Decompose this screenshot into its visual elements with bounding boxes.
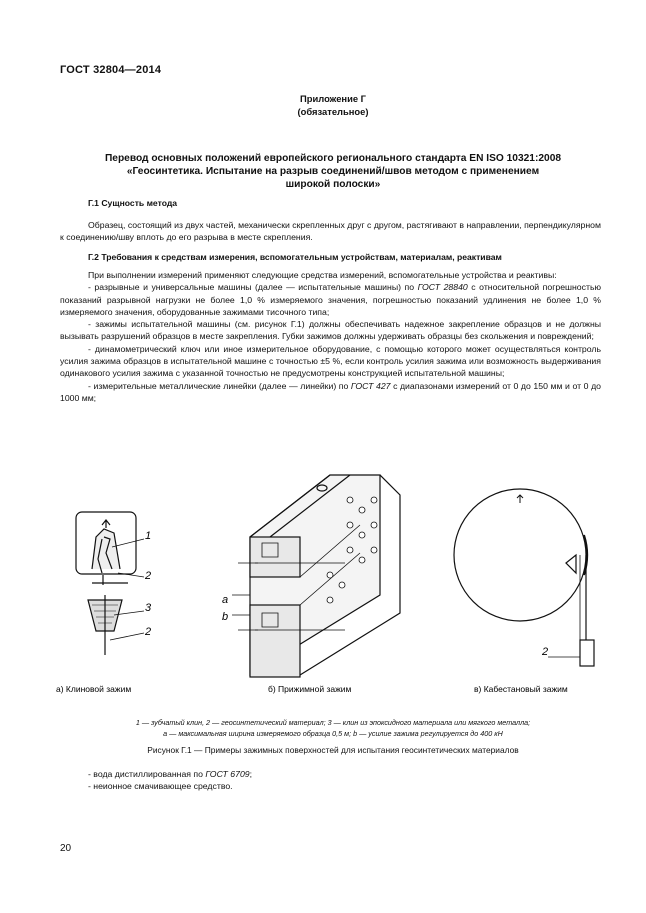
standard-reference: ГОСТ 427: [350, 380, 391, 391]
appendix-title: Приложение Г: [300, 93, 366, 104]
document-title-line3: широкой полоски»: [285, 179, 381, 190]
list-item-text: с относительной погрешностью показаний разрывной нагрузки не более 1,0 % измеряемого значения, погрешностью показаний удлинения не более 1,0 % измеряемого значения, оборудованные зажимами тисочного типа;: [60, 282, 601, 317]
section2-heading: Г.2 Требования к средствам измерения, вспомогательным устройствам, материалам, реактивам: [88, 252, 502, 262]
after-figure-list: [88, 768, 601, 793]
label-2: 2: [145, 570, 152, 582]
figure-legend-line2: a — максимальная ширина измеряемого образца 0,5 м; b — усилие зажима регулируется до 400 кН: [163, 728, 503, 738]
label-2b: 2: [145, 626, 152, 638]
standard-reference: ГОСТ 28840: [417, 282, 468, 293]
list-item-wetting-agent: - неионное смачивающее средство.: [88, 781, 233, 792]
label-b: b: [222, 611, 229, 623]
section2-intro: При выполнении измерений применяют следующие средства измерений, вспомогательные устройства и реактивы:: [88, 270, 557, 280]
list-item-machines: [60, 281, 601, 318]
list-item-rulers: [60, 380, 601, 405]
section1-heading: Г.1 Сущность метода: [88, 198, 178, 208]
standard-reference: ГОСТ 6709: [205, 769, 250, 779]
appendix-type: (обязательное): [297, 106, 369, 117]
appendix-heading: [60, 92, 606, 118]
press-clamp-drawing: [232, 475, 400, 677]
figure-legend-line1: 1 — зубчатый клин, 2 — геосинтетический материал; 3 — клин из эпоксидного материала или мягкого металла;: [135, 718, 531, 727]
list-item-text: с диапазонами измерений от 0 до 150 мм и от 0 до 1000 мм;: [60, 380, 601, 403]
label-2c: 2: [542, 646, 549, 658]
document-title-line2: «Геосинтетика. Испытание на разрыв соединений/швов методом с применением: [126, 166, 540, 177]
subcaption-wedge: а) Клиновой зажим: [56, 684, 132, 694]
subcaption-capstan: в) Кабестановый зажим: [474, 684, 568, 694]
list-item-wrench: - динамометрический ключ или иное измерительное оборудование, с помощью которого может осуществляться контроль усилия зажима образцов в испытательной машине с точностью ±5 %, если контроль усилия зажима или возможность выдерживания одинакового усилия зажима с указанной точностью не предусмотрены конструкцией испытательной машины;: [60, 343, 601, 379]
subcaption-press: б) Прижимной зажим: [268, 684, 352, 694]
label-1: 1: [145, 530, 152, 542]
label-3: 3: [145, 602, 152, 614]
document-title: [60, 152, 606, 191]
section1-text: Образец, состоящий из двух частей, механически скрепленных друг с другом, растягивают в направлении, перпендикулярном к соединению/шву вплоть до его разрыва в месте скрепления.: [60, 220, 601, 243]
capstan-clamp-drawing: [454, 489, 594, 666]
wedge-clamp-drawing: [76, 512, 144, 655]
list-item-text: - вода дистиллированная по: [88, 769, 206, 779]
label-a: a: [222, 594, 229, 606]
page-number: 20: [60, 843, 72, 854]
document-header: ГОСТ 32804—2014: [60, 64, 162, 76]
figure-caption: Рисунок Г.1 — Примеры зажимных поверхностей для испытания геосинтетических материалов: [147, 745, 519, 755]
list-item-water: [88, 768, 601, 780]
list-item-text: - измерительные металлические линейки (далее — линейки) по: [88, 380, 351, 391]
figure-legend: [60, 718, 606, 739]
list-item-text: - разрывные и универсальные машины (далее — испытательные машины) по: [88, 282, 418, 293]
list-item-text: ;: [249, 769, 253, 779]
section2-body: [60, 269, 601, 404]
list-item-clamps: - зажимы испытательной машины (см. рисунок Г.1) должны обеспечивать надежное закрепление образцов и не должны вызывать разрушений образцов в месте закрепления. Губки зажимов должны удерживать образцы без скольжения и повреждений;: [60, 319, 601, 342]
figure-clamps: [0, 455, 646, 700]
document-title-line1: Перевод основных положений европейского регионального стандарта EN ISO 10321:2008: [104, 153, 562, 164]
